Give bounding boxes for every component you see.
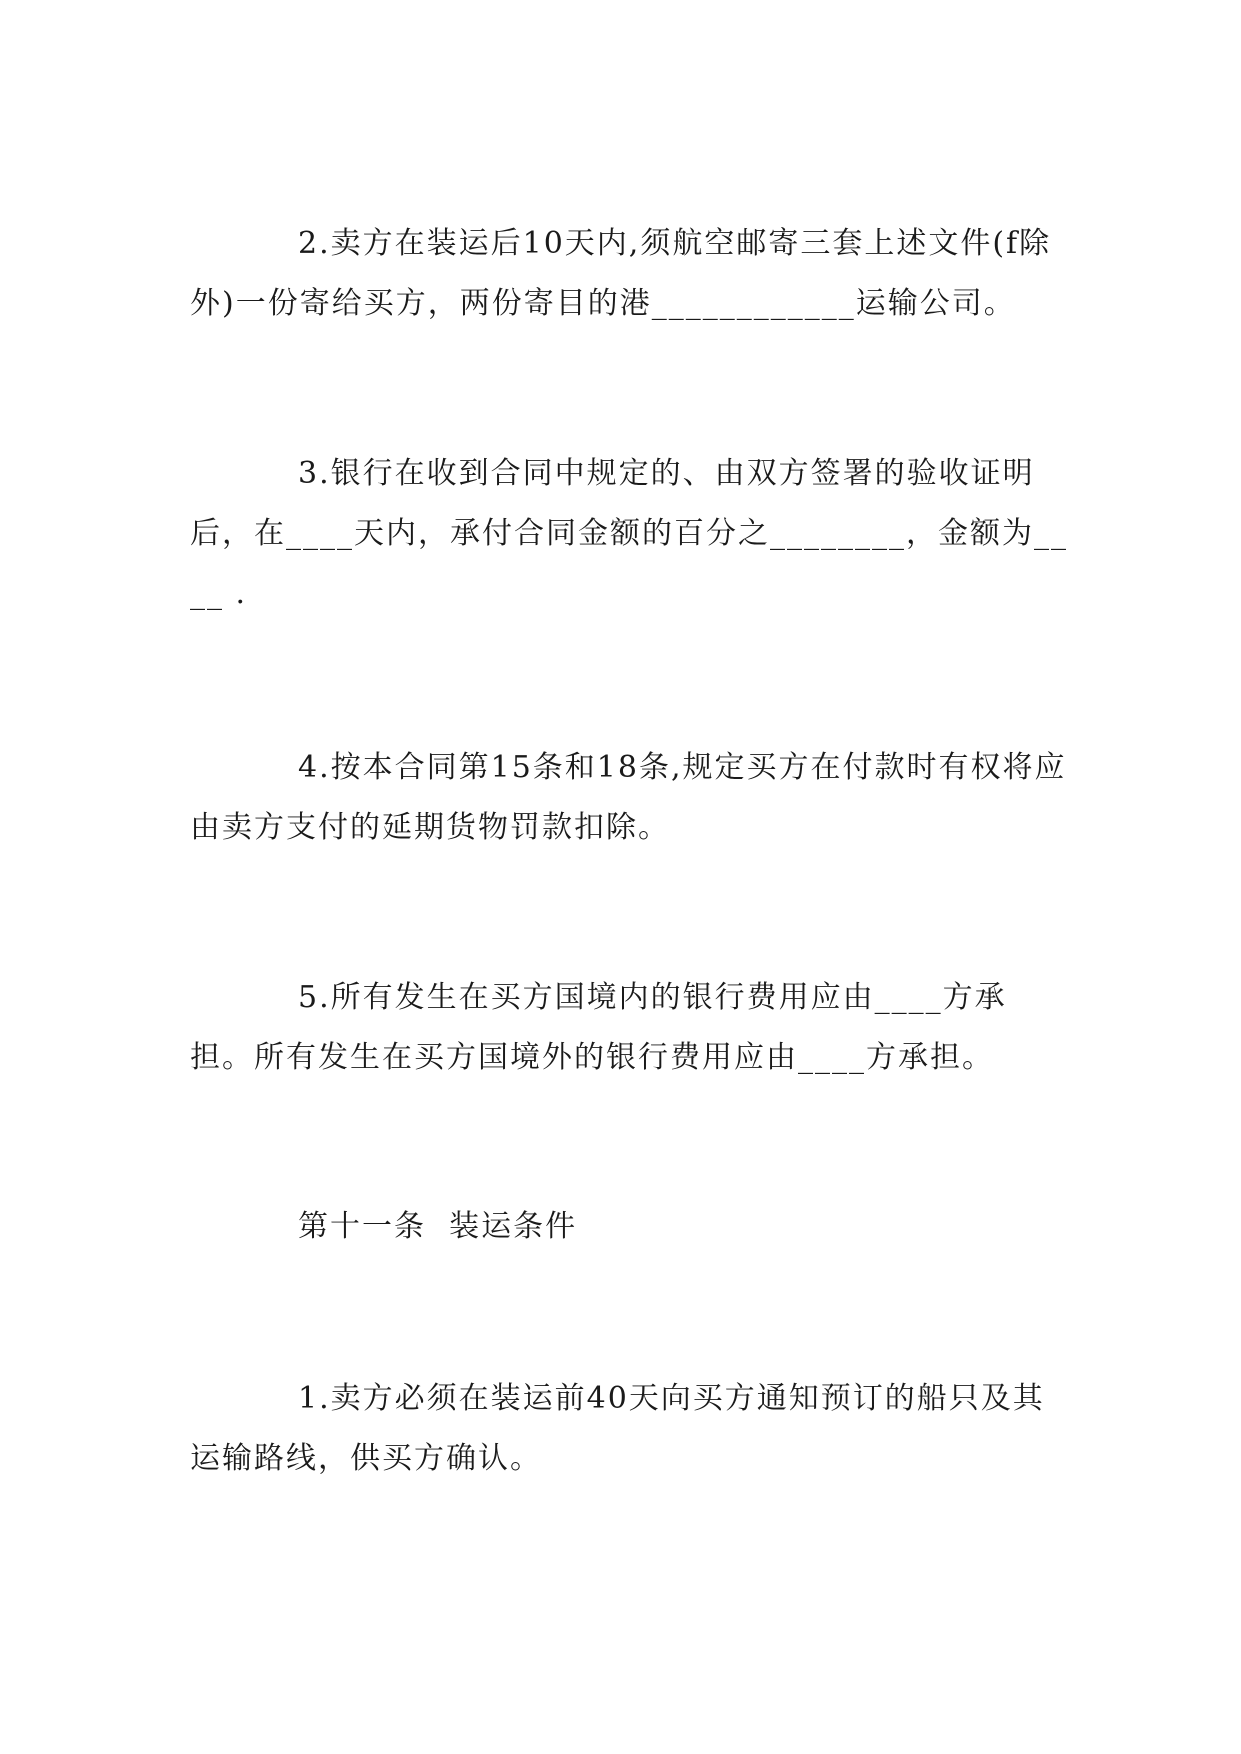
clause-paragraph-4: 4.按本合同第15条和18条,规定买方在付款时有权将应由卖方支付的延期货物罚款扣除。 bbox=[190, 750, 1067, 845]
article-11-heading: 第十一条 装运条件 bbox=[298, 1209, 578, 1244]
clause-paragraph-3: 3.银行在收到合同中规定的、由双方签署的验收证明后，在____天内，承付合同金额的百分之________，金额为____ . bbox=[190, 456, 1068, 611]
article-11-paragraph-1: 1.卖方必须在装运前40天向买方通知预订的船只及其运输路线，供买方确认。 bbox=[190, 1381, 1045, 1476]
clause-paragraph-2: 2.卖方在装运后10天内,须航空邮寄三套上述文件(f除外)一份寄给买方，两份寄目的港____________运输公司。 bbox=[190, 226, 1052, 321]
clause-paragraph-5: 5.所有发生在买方国境内的银行费用应由____方承担。所有发生在买方国境外的银行费用应由____方承担。 bbox=[190, 980, 1007, 1075]
